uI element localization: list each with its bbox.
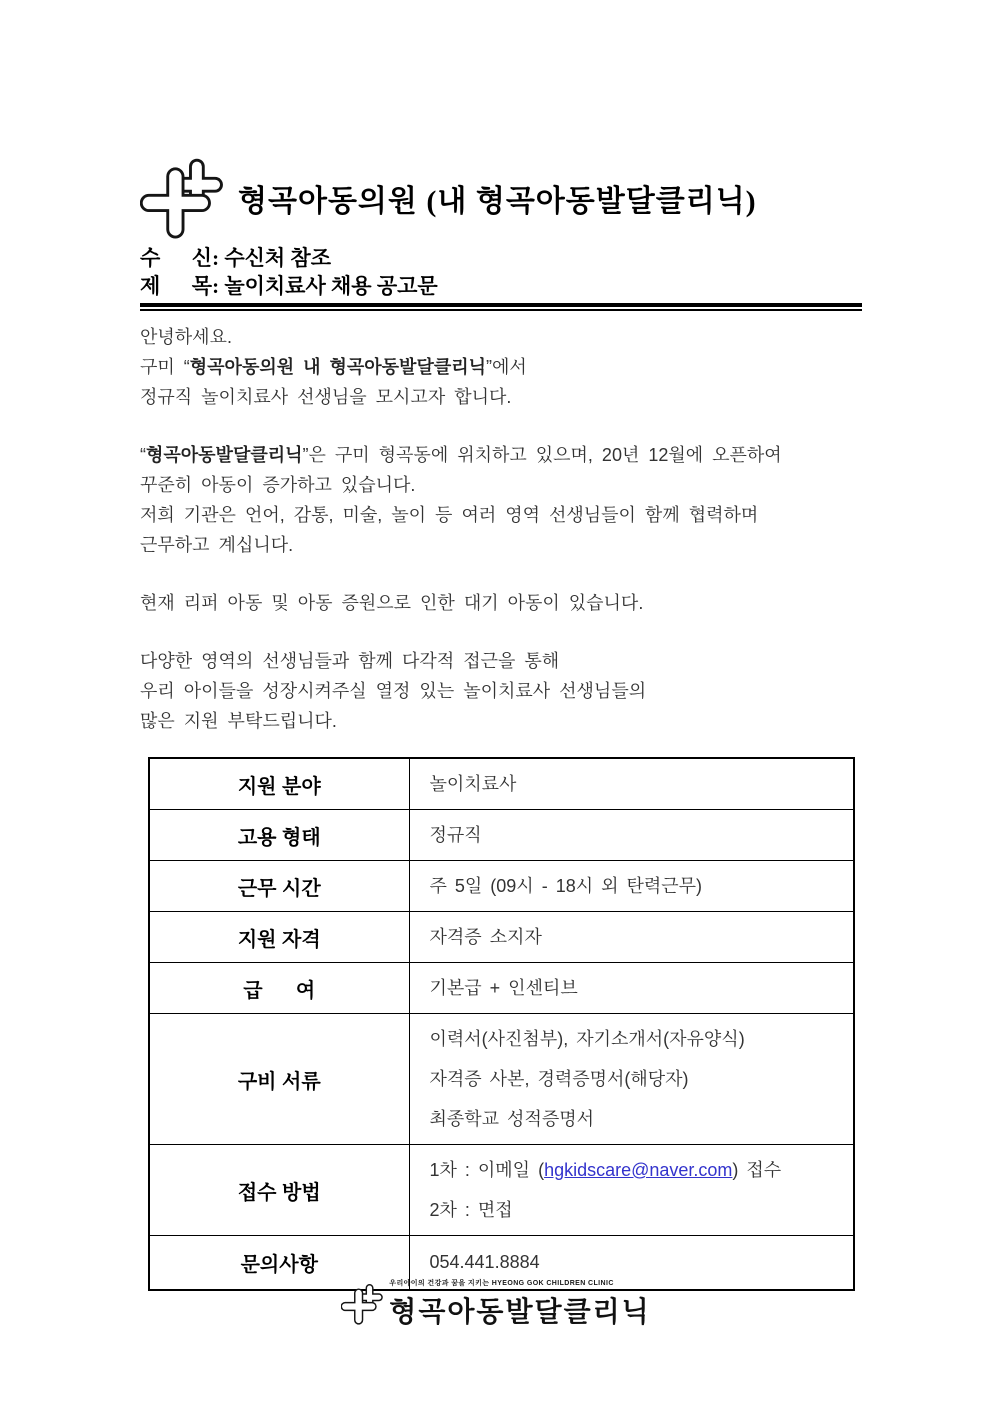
clinic-title: 형곡아동의원 (내 형곡아동발달클리닉) — [238, 185, 757, 218]
recipient-value: 수신처 참조 — [224, 246, 332, 270]
row-label: 문의사항 — [149, 1236, 409, 1290]
closing-line1: 다양한 영역의 선생님들과 함께 다각적 접근을 통해 — [140, 651, 560, 671]
row-value: 주 5일 (09시 - 18시 외 탄력근무) — [409, 861, 854, 912]
letterhead — [140, 155, 862, 311]
header-divider-thick — [140, 303, 862, 307]
clinic-quote-open: “ — [140, 445, 146, 465]
job-info-table — [148, 757, 855, 1291]
subject-label: 제 목: — [140, 274, 220, 298]
waitlist-paragraph — [140, 588, 870, 618]
row-label: 고용 형태 — [149, 810, 409, 861]
body-text — [140, 322, 870, 764]
closing-paragraph — [140, 646, 870, 736]
intro-line-suffix: ”에서 — [486, 357, 527, 377]
row-label: 지원 자격 — [149, 912, 409, 963]
apply-line1 — [430, 1150, 846, 1190]
table-row-salary — [149, 963, 854, 1014]
table-row-documents — [149, 1014, 854, 1145]
apply-line2: 2차 : 면접 — [429, 1200, 513, 1220]
documents-line3: 최종학교 성적증명서 — [429, 1109, 594, 1129]
greeting-line: 안녕하세요. — [140, 327, 232, 347]
apply-line1-suffix: ) 접수 — [732, 1160, 782, 1180]
clinic-intro-paragraph — [140, 440, 870, 560]
email-link[interactable]: hgkidscare@naver.com — [544, 1160, 733, 1180]
row-value: 놀이치료사 — [409, 758, 854, 810]
footer-text-block — [389, 1278, 650, 1330]
header-divider-thin — [140, 309, 862, 311]
subject-row — [140, 272, 862, 300]
row-label: 구비 서류 — [149, 1014, 409, 1145]
clinic-short-name-bold: 형곡아동발달클리닉 — [146, 445, 303, 465]
table-row-qualification — [149, 912, 854, 963]
row-label: 급 여 — [149, 963, 409, 1014]
footer-brand: 형곡아동발달클리닉 — [389, 1296, 651, 1327]
table-row-employment — [149, 810, 854, 861]
clinic-name-bold: 형곡아동의원 내 형곡아동발달클리닉 — [189, 357, 486, 377]
row-label: 근무 시간 — [149, 861, 409, 912]
footer-tagline: 우리아이의 건강과 꿈을 지키는 HYEONG GOK CHILDREN CLINIC — [389, 1280, 614, 1287]
row-label: 지원 분야 — [149, 758, 409, 810]
recipient-subject-block — [140, 244, 862, 300]
row-value — [409, 1145, 854, 1236]
row-label: 접수 방법 — [149, 1145, 409, 1236]
intro-line-prefix: 구미 “ — [140, 357, 190, 377]
table-row-field — [149, 758, 854, 810]
clover-cross-icon — [140, 155, 224, 241]
row-value: 기본급 + 인센티브 — [409, 963, 854, 1014]
clover-cross-icon — [341, 1281, 383, 1327]
table-row-apply — [149, 1145, 854, 1236]
waitlist-line: 현재 리퍼 아동 및 아동 증원으로 인한 대기 아동이 있습니다. — [140, 593, 644, 613]
subject-value: 놀이치료사 채용 공고문 — [224, 274, 438, 298]
recipient-row — [140, 244, 862, 272]
closing-line2: 우리 아이들을 성장시켜주실 열정 있는 놀이치료사 선생님들의 — [140, 681, 647, 701]
greeting-paragraph — [140, 322, 870, 412]
recipient-label: 수 신: — [140, 246, 220, 270]
team-line: 저희 기관은 언어, 감통, 미술, 놀이 등 여러 영역 선생님들이 함께 협력하며 — [140, 505, 759, 525]
row-value: 054.441.8884 — [409, 1236, 854, 1290]
footer-logo — [0, 1278, 992, 1330]
apply-line1-prefix: 1차 : 이메일 ( — [429, 1160, 545, 1180]
documents-line1: 이력서(사진첨부), 자기소개서(자유양식) — [429, 1029, 745, 1049]
row-value: 자격증 소지자 — [409, 912, 854, 963]
team-line2: 근무하고 계십니다. — [140, 535, 294, 555]
row-value: 정규직 — [409, 810, 854, 861]
clinic-location-line: ”은 구미 형곡동에 위치하고 있으며, 20년 12월에 오픈하여 — [302, 445, 782, 465]
documents-line2: 자격증 사본, 경력증명서(해당자) — [429, 1069, 689, 1089]
table-row-hours — [149, 861, 854, 912]
closing-line3: 많은 지원 부탁드립니다. — [140, 711, 337, 731]
row-value — [409, 1014, 854, 1145]
letterhead-top — [140, 155, 862, 241]
hiring-line: 정규직 놀이치료사 선생님을 모시고자 합니다. — [140, 387, 512, 407]
growth-line: 꾸준히 아동이 증가하고 있습니다. — [140, 475, 416, 495]
